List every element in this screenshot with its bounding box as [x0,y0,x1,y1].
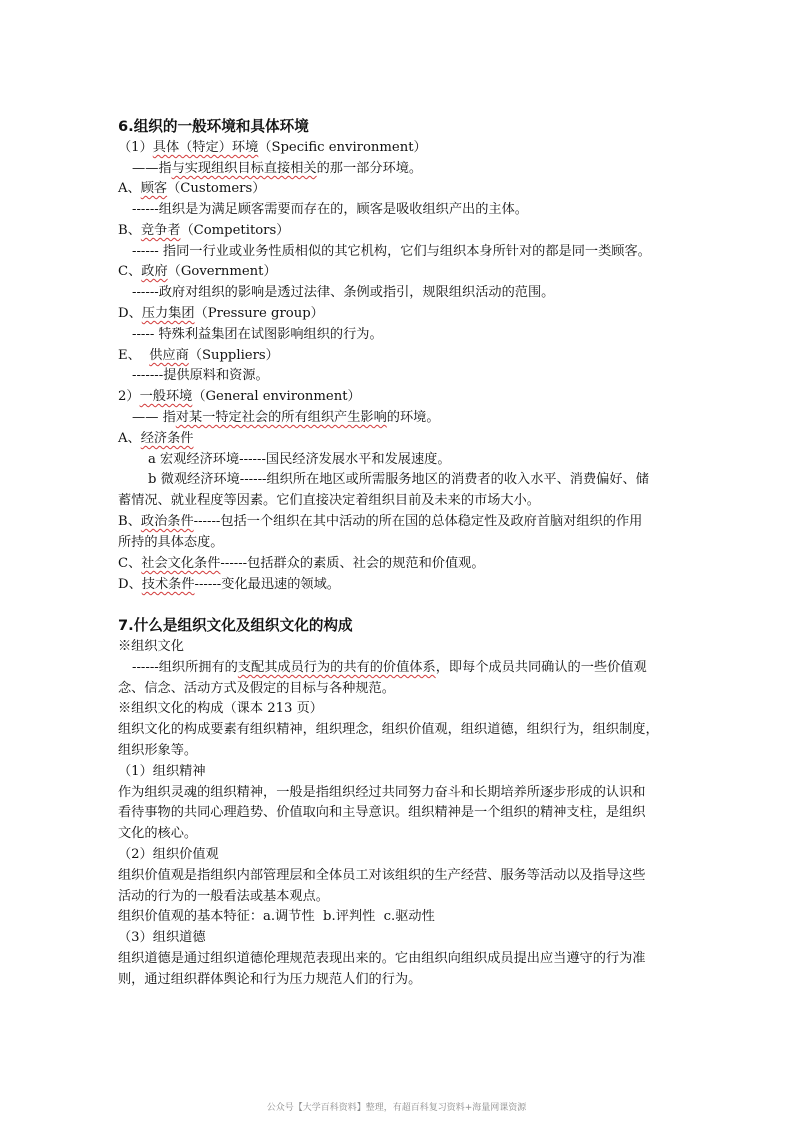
org-ethics-text-line1: 组织道德是通过组织道德伦理规范表现出来的。它由组织向组织成员提出应当遵守的行为准 [118,951,646,966]
technical-conditions: D、技术条件------变化最迅速的领域。 [118,577,340,592]
item-government-desc: ------政府对组织的影响是透过法律、条例或指引，规限组织活动的范围。 [132,285,555,300]
item-customers-desc: ------组织是为满足顾客需要而存在的，顾客是吸收组织产出的主体。 [132,202,528,217]
item-competitors: B、竞争者（Competitors） [118,223,290,238]
specific-env-heading: （1）具体（特定）环境（Specific environment） [118,140,427,155]
item-competitors-desc: ------ 指同一行业或业务性质相似的其它机构，它们与组织本身所针对的都是同一类顾客。 [132,244,651,259]
org-values-heading: （2）组织价值观 [118,847,219,862]
section-7-title: 7.什么是组织文化及组织文化的构成 [118,617,353,634]
social-cultural-conditions: C、社会文化条件------包括群众的素质、社会的规范和价值观。 [118,556,485,571]
item-suppliers: E、 供应商（Suppliers） [118,348,279,363]
political-conditions-line2: 所持的具体态度。 [118,535,224,550]
org-spirit-text-line1: 作为组织灵魂的组织精神，一般是指组织经过共同努力奋斗和长期培养所逐步形成的认识和 [118,785,646,800]
org-ethics-heading: （3）组织道德 [118,930,206,945]
item-government: C、政府（Government） [118,264,277,279]
footer-watermark: 公众号【大学百科资料】整理，有超百科复习资料+海量网课资源 [266,1103,527,1113]
org-culture-label: ※组织文化 [118,639,184,654]
org-spirit-text-line3: 文化的核心。 [118,826,198,841]
macro-economic-env: a 宏观经济环境------国民经济发展水平和发展速度。 [148,452,451,467]
org-spirit-heading: （1）组织精神 [118,764,206,779]
org-values-text-line1: 组织价值观是指组织内部管理层和全体员工对该组织的生产经营、服务等活动以及指导这些 [118,868,646,883]
micro-economic-env-line2: 蓄情况、就业程度等因素。它们直接决定着组织目前及未来的市场大小。 [118,493,540,508]
composition-elements-line1: 组织文化的构成要素有组织精神，组织理念，组织价值观，组织道德，组织行为，组织制度， [118,722,659,737]
org-culture-definition-line2: 念、信念、活动方式及假定的目标与各种规范。 [118,681,395,696]
general-env-heading: 2）一般环境（General environment） [118,389,361,404]
micro-economic-env-line1: b 微观经济环境------组织所在地区或所需服务地区的消费者的收入水平、消费偏好、储 [148,472,649,487]
political-conditions-line1: B、政治条件------包括一个组织在其中活动的所在国的总体稳定性及政府首脑对组织的作用 [118,514,643,529]
composition-elements-line2: 组织形象等。 [118,743,198,758]
item-pressure-group-desc: ----- 特殊利益集团在试图影响组织的行为。 [132,327,383,342]
general-env-definition: —— 指对某一特定社会的所有组织产生影响的环境。 [132,410,440,425]
org-culture-composition-label: ※组织文化的构成（课本 213 页） [118,701,323,716]
economic-conditions: A、经济条件 [118,431,194,446]
org-ethics-text-line2: 则，通过组织群体舆论和行为压力规范人们的行为。 [118,972,422,987]
item-suppliers-desc: -------提供原料和资源。 [132,368,269,383]
item-customers: A、顾客（Customers） [118,181,266,196]
specific-env-definition: ——指与实现组织目标直接相关的那一部分环境。 [132,161,423,176]
org-culture-definition-line1: ------组织所拥有的支配其成员行为的共有的价值体系，即每个成员共同确认的一些价值观 [132,660,647,675]
org-values-features: 组织价值观的基本特征：a.调节性 b.评判性 c.驱动性 [118,909,435,924]
org-spirit-text-line2: 看待事物的共同心理趋势、价值取向和主导意识。组织精神是一个组织的精神支柱，是组织 [118,805,646,820]
section-6-title: 6.组织的一般环境和具体环境 [118,118,309,135]
item-pressure-group: D、压力集团（Pressure group） [118,306,324,321]
org-values-text-line2: 活动的行为的一般看法或基本观点。 [118,889,329,904]
